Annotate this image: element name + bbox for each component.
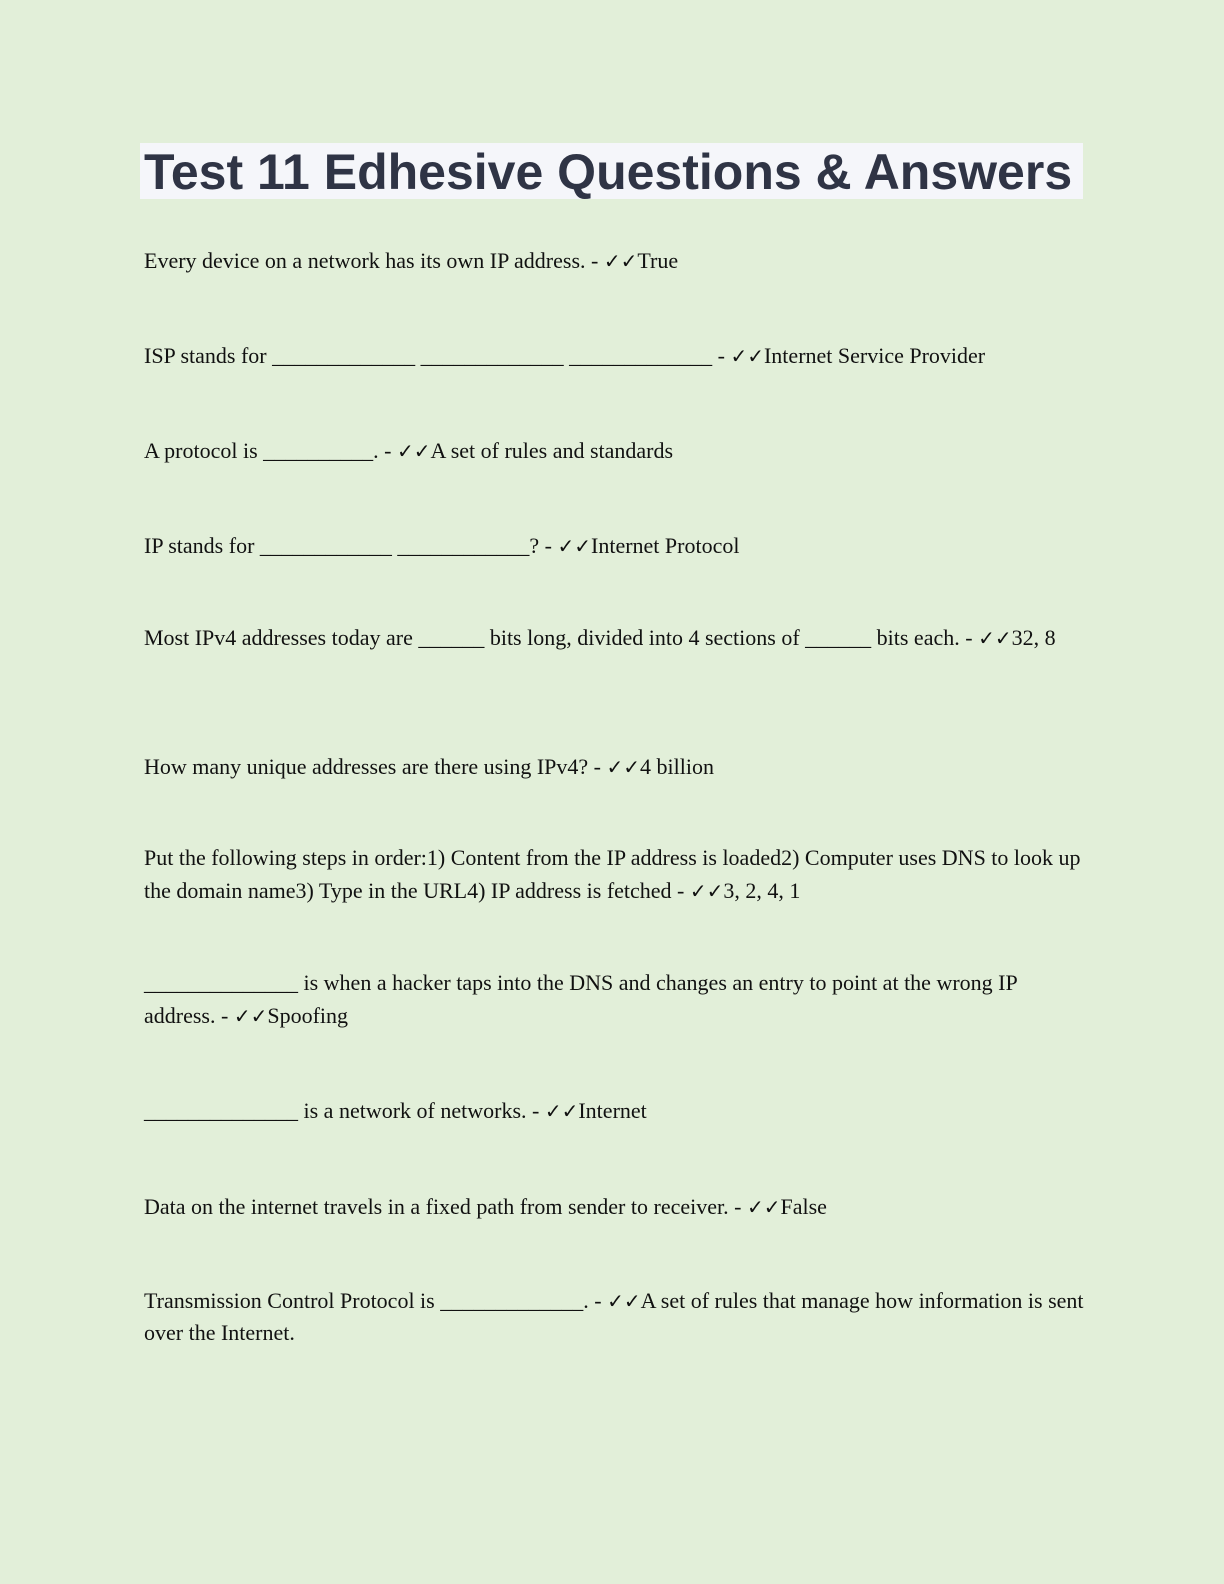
qa-item xyxy=(144,621,1084,655)
answer-text: Internet xyxy=(578,1098,647,1123)
check-mark-icon: ✓✓ xyxy=(544,1099,579,1123)
qa-item xyxy=(144,966,1084,1033)
check-mark-icon: ✓✓ xyxy=(978,626,1012,650)
answer-text: Internet Service Provider xyxy=(763,343,986,368)
document-title: Test 11 Edhesive Questions & Answers xyxy=(144,144,1073,200)
question-text: Put the following steps in order:1) Content from the IP address is loaded2) Computer uses DNS to look up the domain name3) Type in the URL4) IP address is fetched - xyxy=(144,845,1081,903)
question-text: Every device on a network has its own IP address. - xyxy=(144,248,604,273)
qa-item xyxy=(144,841,1084,908)
question-text: Most IPv4 addresses today are ______ bits long, divided into 4 sections of ______ bits each. - xyxy=(144,625,979,650)
question-text: A protocol is __________. - xyxy=(144,438,397,463)
question-text: How many unique addresses are there using IPv4? - xyxy=(144,754,607,779)
qa-item xyxy=(144,1094,1084,1128)
answer-text: True xyxy=(637,248,679,273)
question-text: IP stands for ____________ ____________? - xyxy=(144,533,558,558)
question-text: ______________ is when a hacker taps into the DNS and changes an entry to point at the wrong IP address. - xyxy=(144,970,1017,1028)
qa-item xyxy=(144,1190,1084,1224)
qa-item xyxy=(144,750,1084,784)
answer-text: 32, 8 xyxy=(1011,625,1056,650)
check-mark-icon: ✓✓ xyxy=(397,439,431,463)
qa-item xyxy=(144,529,1084,563)
answer-text: Internet Protocol xyxy=(591,533,740,558)
check-mark-icon: ✓✓ xyxy=(603,249,638,273)
check-mark-icon: ✓✓ xyxy=(606,755,640,779)
answer-text: 3, 2, 4, 1 xyxy=(723,878,801,903)
check-mark-icon: ✓✓ xyxy=(746,1195,781,1219)
qa-item xyxy=(144,1285,1084,1348)
answer-text: A set of rules that manage how information is sent over the Internet. xyxy=(144,1288,1084,1345)
qa-item xyxy=(144,434,1084,468)
answer-text: 4 billion xyxy=(640,754,714,779)
answer-text: False xyxy=(780,1194,827,1219)
check-mark-icon: ✓✓ xyxy=(557,534,592,558)
answer-text: Spoofing xyxy=(267,1003,349,1028)
question-text: Data on the internet travels in a fixed path from sender to receiver. - xyxy=(144,1194,747,1219)
qa-item xyxy=(144,339,1084,373)
qa-item xyxy=(144,244,1084,278)
question-text: ISP stands for _____________ _____________ _____________ - xyxy=(144,343,731,368)
check-mark-icon: ✓✓ xyxy=(607,1289,641,1313)
question-text: Transmission Control Protocol is _____________. - xyxy=(144,1288,608,1313)
check-mark-icon: ✓✓ xyxy=(730,344,764,368)
check-mark-icon: ✓✓ xyxy=(689,879,724,903)
question-text: ______________ is a network of networks. - xyxy=(144,1098,545,1123)
check-mark-icon: ✓✓ xyxy=(233,1004,268,1028)
answer-text: A set of rules and standards xyxy=(430,438,674,463)
